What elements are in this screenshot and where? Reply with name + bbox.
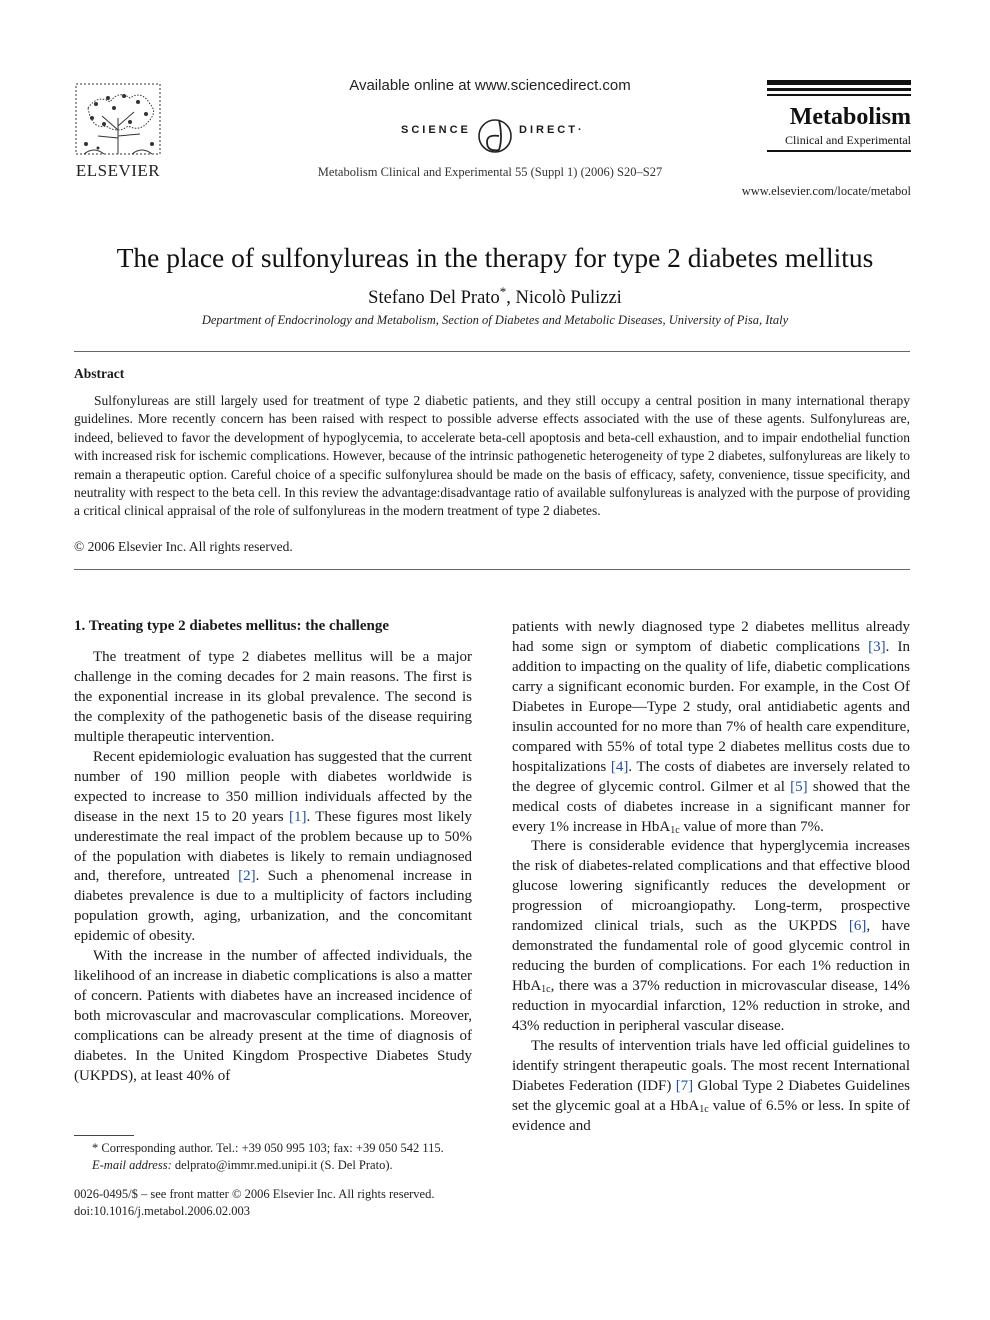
paragraph: patients with newly diagnosed type 2 diabetes mellitus already had some sign or symptom of diabetic complications [3]. In addition to impacting on the quality of life, diabetic complications carry a significant economic burden. For example, in the Cost Of Diabetes in Europe—Type 2 study, oral antidiabetic agents and insulin accounted for no more than 7% of health care expenditure, compared with 55% of total type 2 diabetes mellitus costs due to hospitalizations [4]. The costs of diabetes are inversely related to the degree of glycemic control. Gilmer et al [5] showed that the medical costs of diabetes increase in a significant manner for every 1% increase in HbA$_{1c}$ value of more than 7%. — [512, 619, 911, 836]
publisher-name: ELSEVIER — [75, 161, 161, 180]
left-column — [74, 648, 472, 1087]
journal-reference: Metabolism Clinical and Experimental 55 (Suppl 1) (2006) S20–S27 — [317, 165, 663, 179]
journal-url-link[interactable]: www.elsevier.com/locate/metabol — [741, 184, 911, 198]
author-line — [40, 284, 950, 309]
author-2: Nicolò Pulizzi — [515, 288, 622, 309]
paragraph: The treatment of type 2 diabetes mellitus will be a major challenge in the coming decades for 2 main reasons. The first is the exponential increase in its global prevalence. The second is the complexity of the pathogenetic basis of the disease requiring multiple therapeutic intervention. — [74, 649, 472, 745]
right-column — [512, 618, 910, 1137]
abstract-copyright: © 2006 Elsevier Inc. All rights reserved. — [74, 539, 293, 554]
sciencedirect-logo — [395, 112, 595, 156]
citation-link[interactable]: [6] — [848, 918, 867, 935]
journal-subtitle: Clinical and Experimental — [785, 133, 911, 147]
sd-right-word: DIRECT· — [519, 124, 585, 136]
paragraph: With the increase in the number of affected individuals, the likelihood of an increase in diabetic complications is also a matter of concern. Patients with diabetes have an increased incidence of both microvascular and macrovascular complications. Moreover, complications can be already present at the time of diagnosis of diabetes. In the United Kingdom Prospective Diabetes Study (UKPDS), at least 40% of — [74, 948, 472, 1085]
corresponding-mark[interactable]: * — [499, 284, 507, 299]
email-address[interactable]: delprato@immr.med.unipi.it (S. Del Prato). — [171, 1158, 393, 1172]
citation-link[interactable]: [7] — [675, 1077, 694, 1094]
author-1: Stefano Del Prato — [368, 288, 500, 309]
abstract-heading: Abstract — [74, 366, 125, 381]
abstract-bottom-rule — [74, 569, 910, 570]
email-note — [92, 1158, 393, 1173]
journal-name: Metabolism — [789, 104, 911, 130]
sd-left-word: SCIENCE — [401, 124, 471, 136]
article-title: The place of sulfonylureas in the therapy for type 2 diabetes mellitus — [116, 242, 874, 273]
paragraph: The results of intervention trials have led official guidelines to identify stringent therapeutic goals. The most recent International Diabetes Federation (IDF) [7] Global Type 2 Diabetes Guidelines set the glycemic goal at a HbA$_{1c}$ value of 6.5% or less. In spite of evidence and — [512, 1038, 910, 1134]
abstract-text: Sulfonylureas are still largely used for treatment of type 2 diabetic patients, and they still occupy a central position in many international therapy guidelines. More recently concern has been raised with respect to possible adverse effects associated with the use of these agents. Sulfonylureas are, indeed, believed to favor the development of hypoglycemia, to accelerate beta-cell apoptosis and beta-cell exhaustion, and to impair endothelial function with increased risk for ischemic complications. However, because of the intrinsic pathogenetic heterogeneity of type 2 diabetes, sulfonylureas are likely to remain a therapeutic option. Careful choice of a specific sulfonylurea should be made on the basis of efficacy, safety, convenience, tissue specificity, and neutrality with respect to the beta cell. In this review the advantage:disadvantage ratio of available sulfonylureas is analyzed with the purpose of providing a critical clinical appraisal of the role of sulfonylureas in the modern treatment of type 2 diabetes. — [74, 393, 910, 519]
journal-masthead-rules — [767, 80, 911, 96]
doi-line[interactable]: doi:10.1016/j.metabol.2006.02.003 — [74, 1204, 251, 1218]
citation-link[interactable]: [2] — [238, 868, 256, 885]
corresponding-author-note: * Corresponding author. Tel.: +39 050 995 103; fax: +39 050 542 115. — [92, 1141, 444, 1155]
paragraph: There is considerable evidence that hyperglycemia increases the risk of diabetes-related complications and that effective blood glucose lowering significantly reduces the development or progression of microangiopathy. Long-term, prospective randomized clinical trials, such as the UKPDS [6], have demonstrated the fundamental role of good glycemic control in reducing the burden of complications. For each 1% reduction in HbA$_{1c}$, there was a 37% reduction in microvascular disease, 14% reduction in myocardial infarction, 12% reduction in stroke, and 43% reduction in peripheral vascular disease. — [512, 838, 911, 1035]
masthead-bottom-rule — [767, 150, 911, 152]
sciencedirect-d-icon — [475, 112, 515, 156]
section-heading: 1. Treating type 2 diabetes mellitus: the challenge — [74, 618, 389, 634]
abstract-top-rule — [74, 351, 910, 352]
email-label: E-mail address: — [92, 1158, 172, 1172]
citation-link[interactable]: [1] — [288, 808, 307, 825]
citation-link[interactable]: [4] — [610, 758, 629, 775]
author-separator: , — [506, 288, 516, 309]
footnote-rule — [74, 1135, 134, 1136]
citation-link[interactable]: [3] — [868, 638, 886, 655]
paragraph: Recent epidemiologic evaluation has suggested that the current number of 190 million people with diabetes worldwide is expected to increase to 350 million individuals affected by the disease in the next 15 to 20 years [1]. These figures most likely underestimate the real impact of the problem because up to 50% of the population with diabetes is likely to remain undiagnosed and, therefore, untreated [2]. Such a phenomenal increase in diabetes prevalence is due to a multiplicity of factors including population growth, aging, urbanization, and the concomitant epidemic of obesity. — [74, 748, 473, 945]
available-online-text[interactable]: Available online at www.sciencedirect.com — [349, 77, 631, 94]
affiliation: Department of Endocrinology and Metabolism, Section of Diabetes and Metabolic Diseases, University of Pisa, Italy — [201, 313, 789, 327]
issn-line: 0026-0495/$ – see front matter © 2006 Elsevier Inc. All rights reserved. — [74, 1187, 435, 1201]
citation-link[interactable]: [5] — [790, 778, 808, 795]
